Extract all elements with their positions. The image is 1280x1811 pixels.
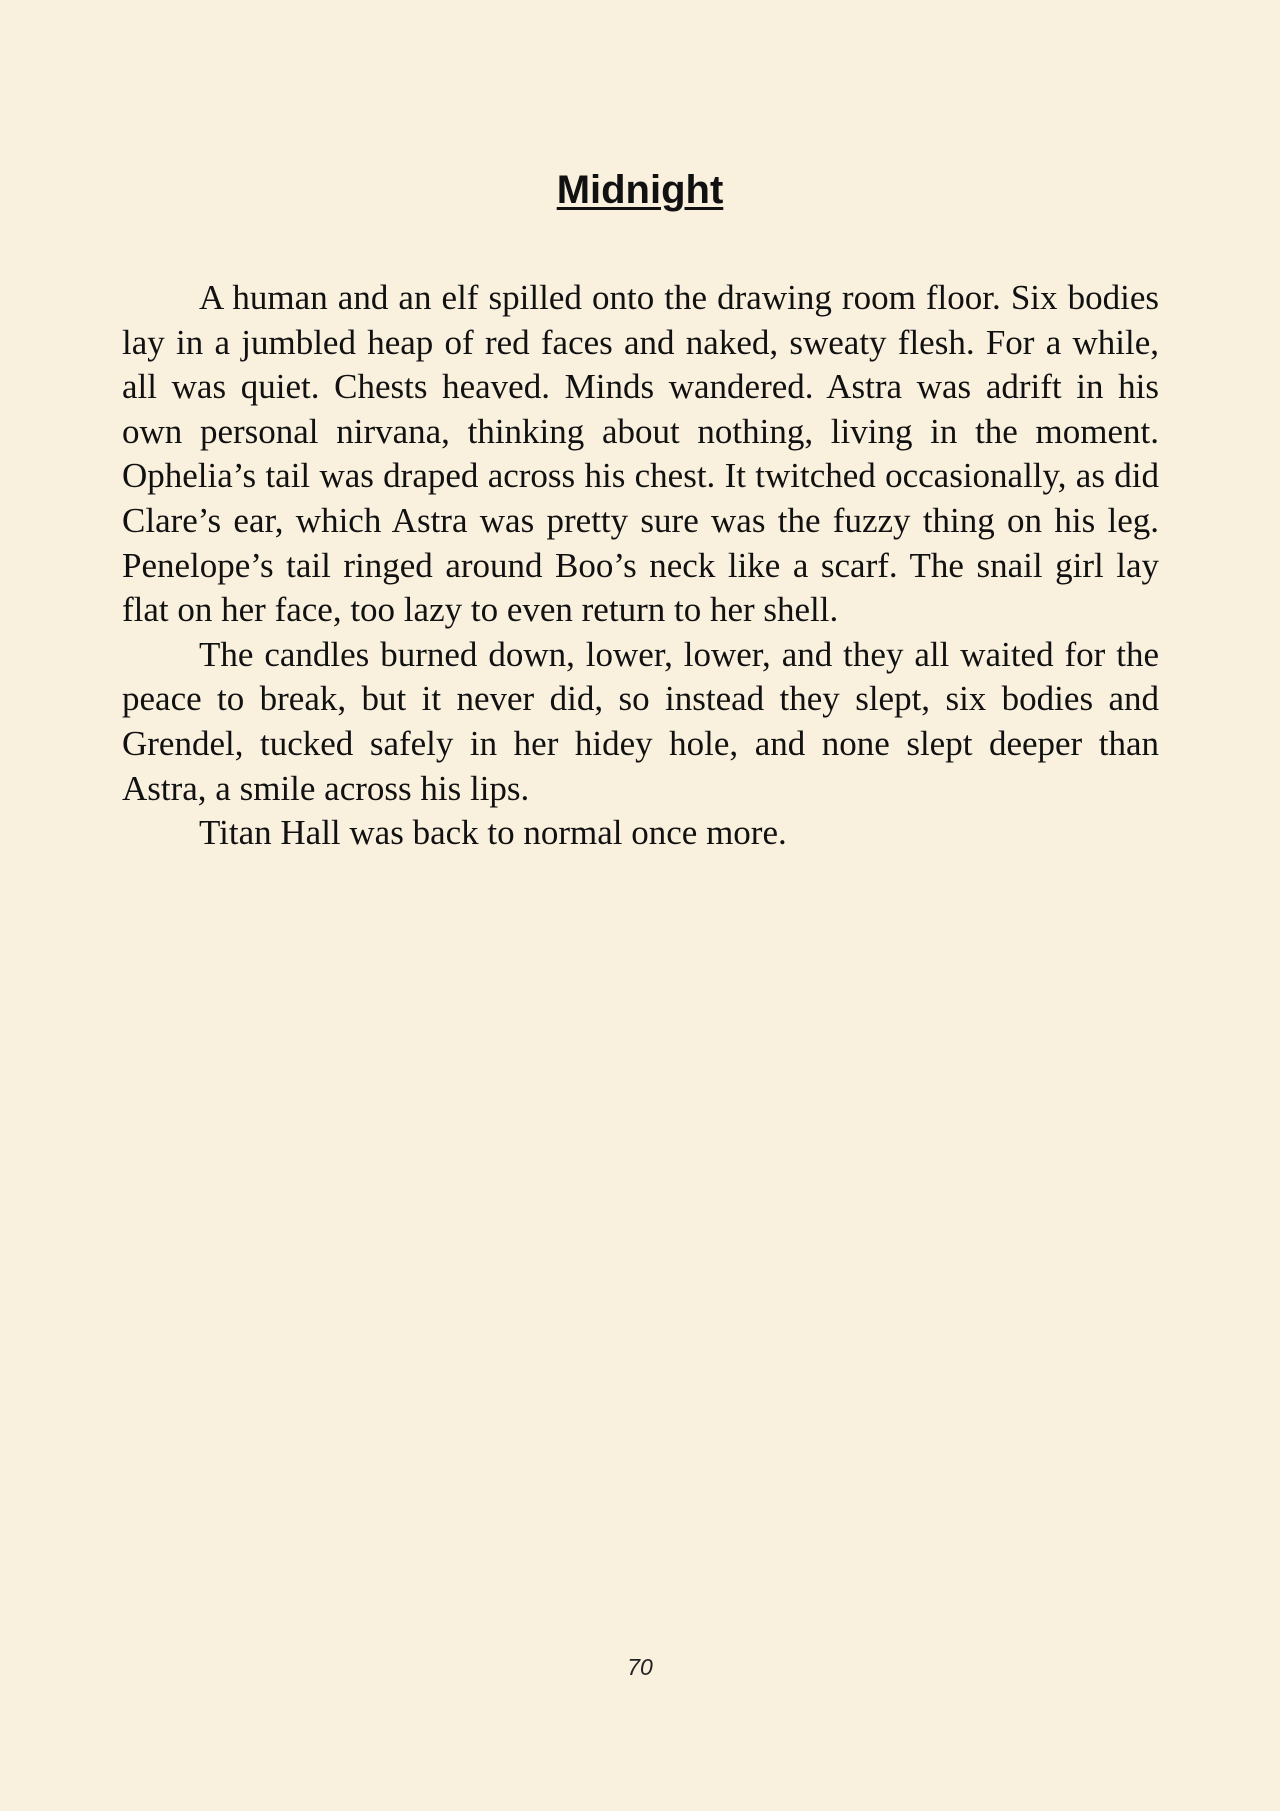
paragraph: Titan Hall was back to normal once more. xyxy=(199,813,787,853)
paragraph: The candles burned down, lower, lower, and they all waited for the peace to break, but it never did, so instead they slept, six bodies and Grendel, tucked safely in her hidey hole, and none slept deeper than Astra, a smile across his lips. xyxy=(122,634,1159,808)
paragraph: A human and an elf spilled onto the drawing room floor. Six bodies lay in a jumbled heap of red faces and naked, sweaty flesh. For a while, all was quiet. Chests heaved. Minds wandered. Astra was adrift in his own personal nirvana, thinking about nothing, living in the moment. Ophelia’s tail was draped across his chest. It twitched occasionally, as did Clare’s ear, which Astra was pretty sure was the fuzzy thing on his leg. Penelope’s tail ringed around Boo’s neck like a scarf. The snail girl lay flat on her face, too lazy to even return to her shell. xyxy=(122,278,1159,630)
chapter-title: Midnight xyxy=(556,168,724,212)
body-text xyxy=(122,276,1159,856)
page-number: 70 xyxy=(627,1654,653,1680)
